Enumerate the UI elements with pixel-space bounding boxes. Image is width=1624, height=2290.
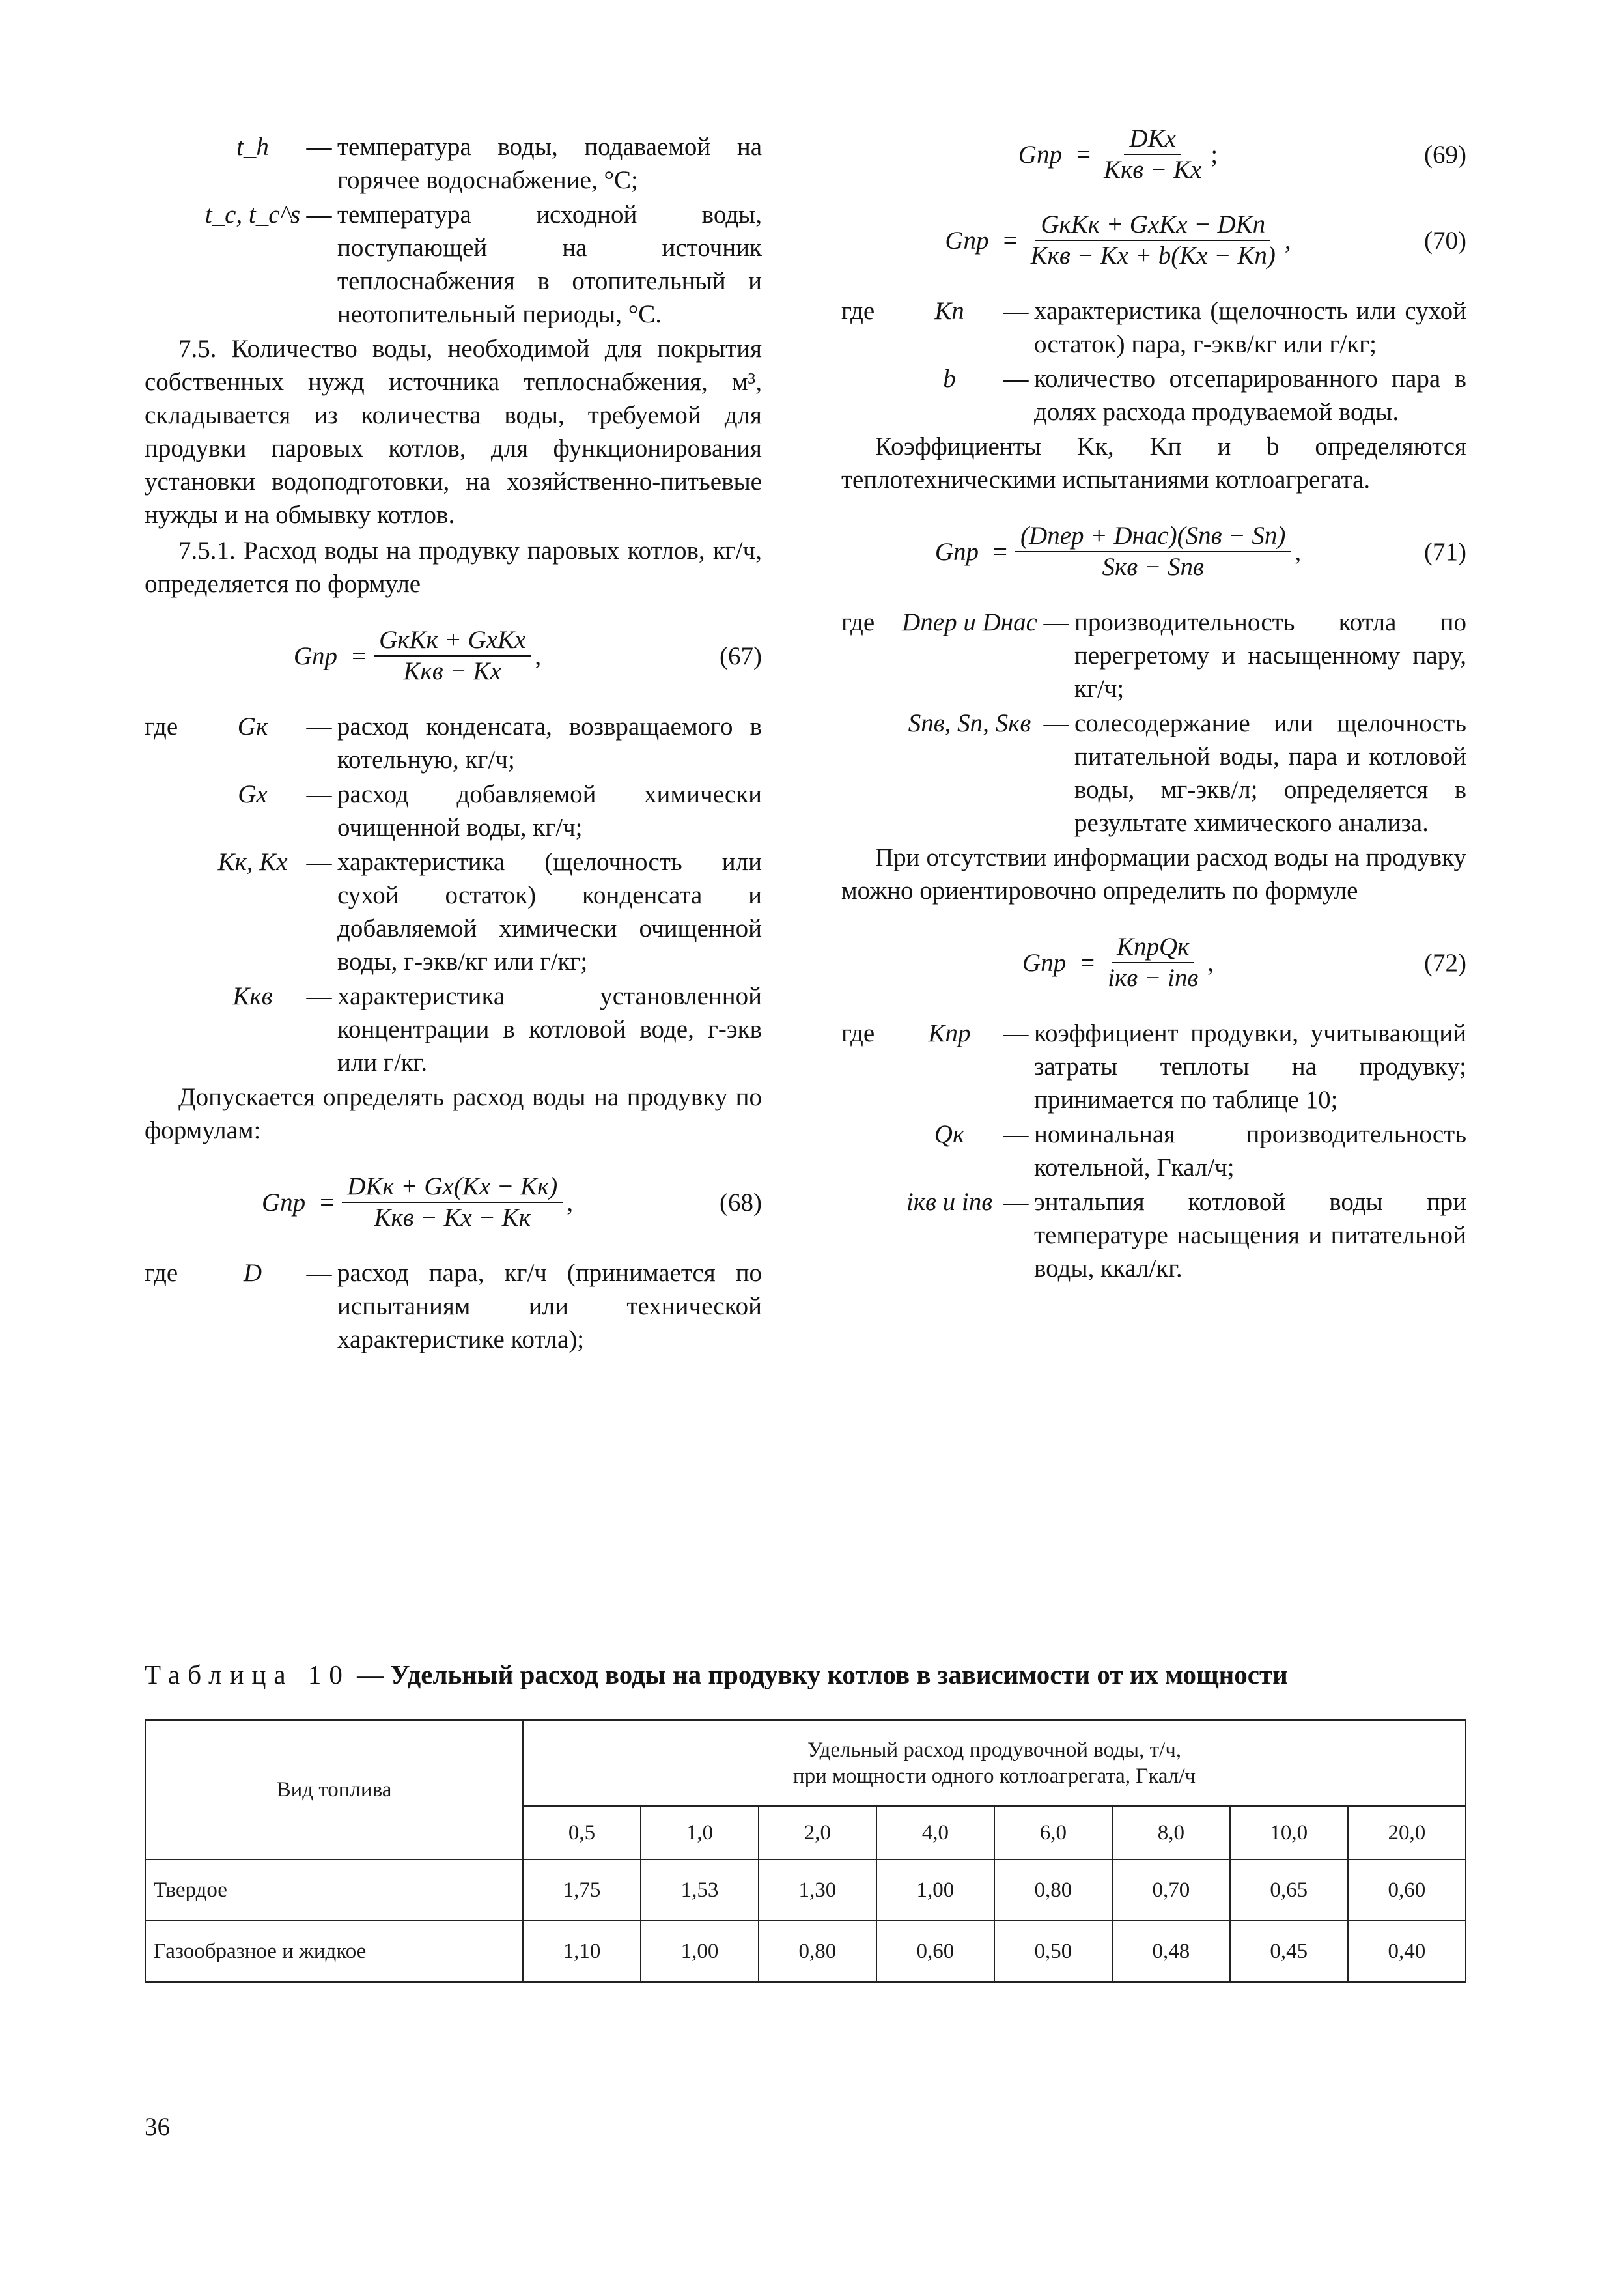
definition-symbol: t_h [236,133,269,161]
paragraph-7-5-1: 7.5.1. Расход воды на продувку паровых котлов, кг/ч, определяется по формуле [145,537,762,598]
formula-numerator: KпрQк [1112,932,1194,963]
table-header-group-line1: Удельный расход продувочной воды, т/ч, [807,1738,1182,1762]
formula-72: Gпр = $\frac{\text{KпрQк}}{\text{iкв − iпв}}$ , (72) [1022,933,1466,992]
formula-numerator: DKк + Gх(Kх − Kк) [342,1172,563,1203]
paragraph-7-5: 7.5. Количество воды, необходимой для покрытия собственных нужд источника теплоснабжения, м³, складывается из количества воды, требуемой для продувки паровых котлов, для функционирования установки водоподготовки, на хозяйственно-питьевые нужды и на обмывку котлов. [145,335,762,529]
table-cell: 0,40 [1348,1921,1466,1982]
definition-text: расход добавляемой химически очищенной воды, кг/ч; [337,780,762,841]
definition-kp: где Kп — характеристика (щелочность или сухой остаток) пара, г-экв/кг или г/кг; [841,294,1466,361]
definition-symbol: Qк [934,1120,965,1148]
definition-text: расход конденсата, возвращаемого в котельную, кг/ч; [337,713,762,774]
table-caption-title: — Удельный расход воды на продувку котлов в зависимости от их мощности [357,1660,1288,1689]
table-cell: 0,60 [1348,1859,1466,1921]
formula-denominator: Kкв − Kх [403,657,501,685]
table-caption-label: Таблица 10 [145,1660,350,1689]
table-header-power: 0,5 [523,1806,641,1859]
definition-text: номинальная производительность котельной, Гкал/ч; [1034,1120,1466,1181]
definition-kkv: Kкв — характеристика установленной концентрации в котловой воде, г-экв или г/кг. [145,980,762,1079]
definition-symbol: D [243,1259,262,1287]
table-cell: 0,70 [1112,1859,1230,1921]
definition-text: характеристика (щелочность или сухой остаток) пара, г-экв/кг или г/кг; [1034,297,1466,358]
definition-symbol: b [943,365,956,393]
table-header-power: 6,0 [994,1806,1112,1859]
definition-text: расход пара, кг/ч (принимается по испытаниям или технической характеристике котла); [337,1259,762,1353]
table-row [145,1859,1466,1921]
where-label: где [841,608,875,636]
formula-number: (70) [1424,226,1466,255]
formula-lhs: Gпр [1022,948,1067,977]
formula-denominator: iкв − iпв [1108,964,1199,992]
definition-qk: Qк — номинальная производительность котельной, Гкал/ч; [841,1118,1466,1184]
formula-71: Gпр = $\frac{\text{(Dпер + Dнас)(Sпв − Sп)}}{\text{Sкв − Sпв}}$ , (71) [934,522,1466,581]
formula-69: Gпр = $\frac{\text{DKх}}{\text{Kкв − Kх}}$ ; (69) [1018,124,1466,184]
where-label: где [841,297,875,325]
table-cell-fuel: Газообразное и жидкое [145,1921,523,1982]
formula-lhs: Gпр [1018,140,1062,169]
formula-number: (71) [1424,537,1466,566]
formula-numerator: (Dпер + Dнас)(Sпв − Sп) [1015,521,1291,552]
table-header-power: 10,0 [1230,1806,1348,1859]
table-header-power: 1,0 [641,1806,759,1859]
table-cell: 1,75 [523,1859,641,1921]
where-label: где [145,713,178,741]
definition-text: количество отсепарированного пара в долях расхода продуваемой воды. [1034,365,1466,426]
definition-symbol: Gх [238,780,268,808]
definition-gk: где Gк — расход конденсата, возвращаемого в котельную, кг/ч; [145,710,762,776]
formula-denominator: Kкв − Kх − Kк [374,1204,531,1232]
definition-symbol: Kкв [232,982,273,1010]
table-header-power: 20,0 [1348,1806,1466,1859]
table-cell: 0,60 [876,1921,994,1982]
table-cell: 1,30 [759,1859,876,1921]
where-label: где [145,1259,178,1287]
definition-symbol: Sпв, Sп, Sкв [908,709,1031,737]
paragraph-absent: При отсутствии информации расход воды на продувку можно ориентировочно определить по формуле [841,843,1466,905]
definition-d: где D — расход пара, кг/ч (принимается по испытаниям или технической характеристике котла); [145,1256,762,1356]
table-cell: 1,10 [523,1921,641,1982]
table-10 [145,1719,1466,1983]
formula-number: (67) [720,642,762,670]
definition-kk-kx: Kк, Kх — характеристика (щелочность или сухой остаток) конденсата и добавляемой химически очищенной воды, г-экв/кг или г/кг; [145,845,762,978]
paragraph-coefficients: Коэффициенты Kк, Kп и b определяются теплотехническими испытаниями котлоагрегата. [841,432,1466,494]
formula-number: (68) [720,1188,762,1217]
definition-spv-sp-skv: Sпв, Sп, Sкв — солесодержание или щелочность питательной воды, пара и котловой воды, мг-экв/л; определяется в результате химического анализа. [841,707,1466,840]
table-header-power: 8,0 [1112,1806,1230,1859]
right-column [841,124,1466,1286]
table-cell: 0,80 [994,1859,1112,1921]
definition-symbol: Gк [237,713,268,741]
formula-number: (72) [1424,948,1466,977]
definition-b: b — количество отсепарированного пара в долях расхода продуваемой воды. [841,362,1466,429]
table-header-fuel: Вид топлива [145,1720,523,1859]
formula-numerator: GкKк + GхKх [374,625,531,657]
definition-symbol: Kп [934,297,964,325]
table-cell: 1,00 [641,1921,759,1982]
definition-text: солесодержание или щелочность питательной воды, пара и котловой воды, мг-экв/л; определяется в результате химического анализа. [1074,709,1466,837]
formula-numerator: DKх [1124,124,1181,155]
definition-dper-dnas: где Dпер и Dнас — производительность котла по перегретому и насыщенному пару, кг/ч; [841,606,1466,705]
table-cell: 0,45 [1230,1921,1348,1982]
table-cell: 1,53 [641,1859,759,1921]
definition-text: коэффициент продувки, учитывающий затраты теплоты на продувку; принимается по таблице 10; [1034,1019,1466,1114]
formula-denominator: Sкв − Sпв [1102,553,1204,581]
definition-kpr: где Kпр — коэффициент продувки, учитывающий затраты теплоты на продувку; принимается по таблице 10; [841,1017,1466,1116]
definition-text: температура воды, подаваемой на горячее водоснабжение, °С; [337,133,762,194]
table-cell: 0,50 [994,1921,1112,1982]
formula-lhs: Gпр [945,226,989,255]
table-header-group [523,1720,1466,1806]
definition-text: температура исходной воды, поступающей на источник теплоснабжения в отопительный и неотопительный периоды, °С. [337,201,762,328]
table-header-power: 2,0 [759,1806,876,1859]
definition-th: t_h — температура воды, подаваемой на горячее водоснабжение, °С; [145,130,762,197]
definition-tc: t_c, t_c^s — температура исходной воды, поступающей на источник теплоснабжения в отопительный и неотопительный периоды, °С. [145,198,762,331]
table-cell: 0,80 [759,1921,876,1982]
definition-gx: Gх — расход добавляемой химически очищенной воды, кг/ч; [145,778,762,844]
formula-denominator: Kкв − Kх + b(Kх − Kп) [1030,242,1276,270]
table-cell: 0,65 [1230,1859,1348,1921]
paragraph-allow: Допускается определять расход воды на продувку по формулам: [145,1083,762,1144]
page-number: 36 [145,2113,170,2141]
definition-text: характеристика установленной концентрации в котловой воде, г-экв или г/кг. [337,982,762,1077]
definition-symbol: Dпер и Dнас [902,608,1037,636]
formula-denominator: Kкв − Kх [1104,156,1202,184]
definition-symbol: Kк, Kх [217,848,288,876]
definition-text: энтальпия котловой воды при температуре насыщения и питательной воды, ккал/кг. [1034,1188,1466,1282]
formula-lhs: Gпр [934,537,979,566]
formula-lhs: Gпр [261,1188,306,1217]
formula-number: (69) [1424,140,1466,169]
definition-text: характеристика (щелочность или сухой остаток) конденсата и добавляемой химически очищенной воды, г-экв/кг или г/кг; [337,848,762,976]
formula-68: Gпр = $\frac{\text{DKк + Gх(Kх − Kк)}}{\text{Kкв − Kх − Kк}}$ , (68) [261,1172,762,1232]
table-row [145,1921,1466,1982]
definition-symbol: t_c, t_c^s [204,201,301,229]
formula-70: Gпр = $\frac{\text{GкKк + GхKх − DKп}}{\text{Kкв − Kх + b(Kх − Kп)}}$ , (70) [945,210,1466,270]
formula-numerator: GкKк + GхKх − DKп [1035,210,1270,241]
formula-lhs: Gпр [293,642,338,670]
definition-symbol: Kпр [928,1019,971,1047]
table-cell: 0,48 [1112,1921,1230,1982]
table-caption [145,1658,1473,1691]
definition-ikv-ipv: iкв и iпв — энтальпия котловой воды при температуре насыщения и питательной воды, ккал/кг. [841,1185,1466,1285]
table-header-group-line2: при мощности одного котлоагрегата, Гкал/ч [792,1764,1196,1788]
left-column [145,130,762,1357]
table-cell: 1,00 [876,1859,994,1921]
table-cell-fuel: Твердое [145,1859,523,1921]
table-header-power: 4,0 [876,1806,994,1859]
definition-text: производительность котла по перегретому и насыщенному пару, кг/ч; [1074,608,1466,703]
formula-67: Gпр = $\frac{\text{GкKк + GхKх}}{\text{Kкв − Kх}}$ , (67) [293,626,762,685]
definition-symbol: iкв и iпв [906,1188,993,1216]
where-label: где [841,1019,875,1047]
